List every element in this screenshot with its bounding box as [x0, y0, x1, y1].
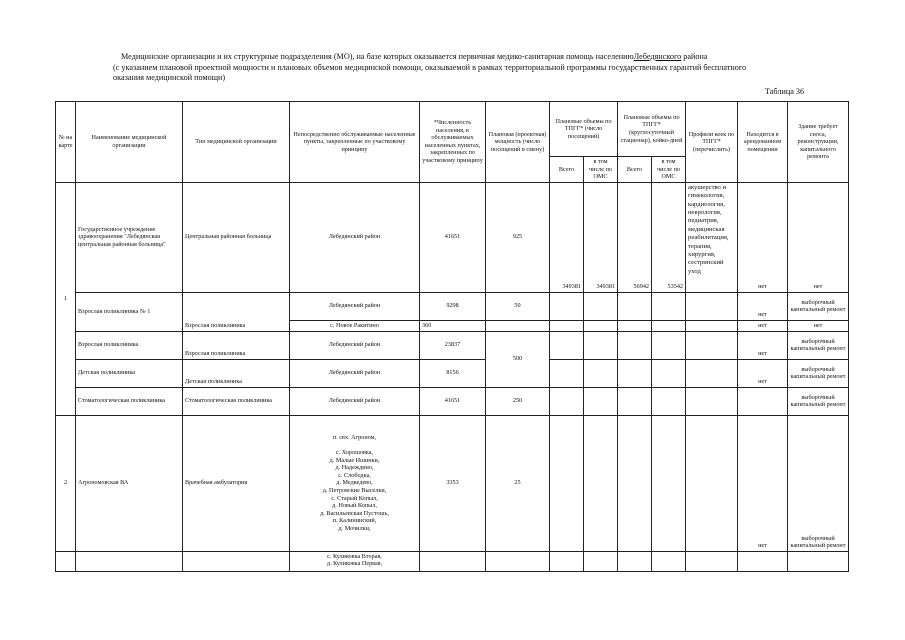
capacity: 50	[486, 292, 550, 320]
table-row	[56, 387, 849, 415]
header-rented: Находится в арендованном помещении	[738, 102, 788, 183]
capacity: 500	[486, 331, 550, 387]
table-row	[56, 182, 849, 292]
table-label: Таблица 36	[765, 87, 805, 96]
repair: выборочный капитальный ремонт	[788, 415, 849, 551]
org-type: Врачебная амбулатория	[183, 415, 290, 551]
header-days-total: Всего	[618, 157, 652, 183]
org-type: Стоматологическая поликлиника	[183, 387, 290, 415]
org-name: Взрослая поликлиника № 1	[76, 292, 183, 331]
repair: нет	[788, 182, 849, 292]
row-num: 2	[56, 415, 76, 551]
repair: выборочный капитальный ремонт	[788, 359, 849, 387]
served-points: Лебедянский район	[290, 387, 420, 415]
header-visits-total: Всего	[550, 157, 584, 183]
repair: нет	[788, 320, 849, 331]
bed-profiles: акушерство и гинекология, кардиология, неврология, педиатрия, медицинская реабилитация, терапия, хирургия, сестринский уход	[686, 182, 738, 292]
org-type: Центральная районная больница	[183, 182, 290, 292]
population: 41651	[420, 182, 486, 292]
header-capacity: Плановая (проектная) мощность (число посещений в смену)	[486, 102, 550, 183]
served-points: с. Куликовка Вторая, д. Куликовка Первая,	[290, 551, 420, 571]
served-points: Лебедянский район	[290, 292, 420, 320]
header-tpgg-visits: Плановые объемы по ТПГГ* (число посещений)	[550, 102, 618, 157]
header-type: Тип медицинской организации	[183, 102, 290, 183]
org-type: Взрослая поликлиника	[183, 320, 290, 331]
capacity	[486, 320, 550, 331]
org-name: Государственное учреждение здравоохранения "Лебедянская центральная районная больница"	[76, 182, 183, 292]
header-tpgg-days: Плановые объемы по ТПГГ* (круглосуточный стационар), койко-дней	[618, 102, 686, 157]
served-points: Лебедянский район	[290, 182, 420, 292]
visits-oms: 349381	[584, 182, 618, 292]
repair: выборочный капитальный ремонт	[788, 387, 849, 415]
repair: выборочный капитальный ремонт	[788, 331, 849, 359]
org-name: Взрослая поликлиника	[76, 331, 183, 359]
population: 8156	[420, 359, 486, 387]
header-org: Наименование медицинской организации	[76, 102, 183, 183]
district-name: Лебедянского	[633, 52, 682, 61]
served-points: Лебедянский район	[290, 359, 420, 387]
header-num: № на карте	[56, 102, 76, 183]
mo-table	[55, 101, 849, 572]
org-name: Детская поликлиника	[76, 359, 183, 387]
capacity: 25	[486, 415, 550, 551]
header-visits-oms: в том числе по ОМС	[584, 157, 618, 183]
org-type: Детская поликлиника	[183, 359, 290, 387]
org-type	[183, 292, 290, 320]
org-name: Стоматологическая поликлиника	[76, 387, 183, 415]
days-total: 56942	[618, 182, 652, 292]
days-oms: 53542	[652, 182, 686, 292]
table-row	[56, 359, 849, 387]
table-row	[56, 415, 849, 551]
row-num: 1	[56, 182, 76, 415]
visits-total: 349381	[550, 182, 584, 292]
title-line-3: оказания медицинской помощи)	[113, 73, 226, 82]
population: 360	[420, 320, 486, 331]
header-days-oms: в том числе по ОМС	[652, 157, 686, 183]
capacity: 925	[486, 182, 550, 292]
header-row-1	[56, 102, 849, 157]
served-points: Лебедянский район	[290, 331, 420, 359]
rented	[738, 387, 788, 415]
served-points: п. свх. Агроном, с. Хорошовка, д. Малые Ишинки, д. Надеждино, с. Слободка, д. Медведево, д. Петровские Выселки, с. Старый Копыл, д. Новый Копыл, д. Васильевская Пустошь, п. Калининский, д. Мочилки,	[290, 415, 420, 551]
rented: нет	[738, 331, 788, 359]
served-points: с. Новое Ракитино	[290, 320, 420, 331]
title-line-2: (с указанием плановой проектной мощности и плановых объемов медицинской помощи, оказываемой в рамках территориальной программы государственных гарантий бесплатного	[113, 62, 747, 72]
repair: выборочный капитальный ремонт	[788, 292, 849, 320]
capacity: 250	[486, 387, 550, 415]
rented: нет	[738, 292, 788, 320]
org-name: Агрономовская ВА	[76, 415, 183, 551]
population: 23837	[420, 331, 486, 359]
rented: нет	[738, 415, 788, 551]
rented: нет	[738, 182, 788, 292]
header-population: *Численность населения, в обслуживаемых населенных пунктах, закрепленных по участковому принципу	[420, 102, 486, 183]
rented: нет	[738, 359, 788, 387]
header-repair: Здание требует сноса, реконструкции, капитального ремонта	[788, 102, 849, 183]
org-type: Взрослая поликлиника	[183, 331, 290, 359]
header-points: Непосредственно обслуживаемые населенные пункты, закрепленные по участковому принципу	[290, 102, 420, 183]
table-row	[56, 551, 849, 571]
table-row	[56, 331, 849, 359]
document-title	[113, 52, 813, 84]
rented: нет	[738, 320, 788, 331]
header-profiles: Профили коек по ТПГГ* (перечислить)	[686, 102, 738, 183]
population: 9298	[420, 292, 486, 320]
title-line-1: Медицинские организации и их структурные подразделения (МО), на базе которых оказывается первичная медико-санитарная помощь населениюЛебедянского района	[121, 52, 708, 61]
population: 41651	[420, 387, 486, 415]
table-row	[56, 292, 849, 320]
population: 3353	[420, 415, 486, 551]
